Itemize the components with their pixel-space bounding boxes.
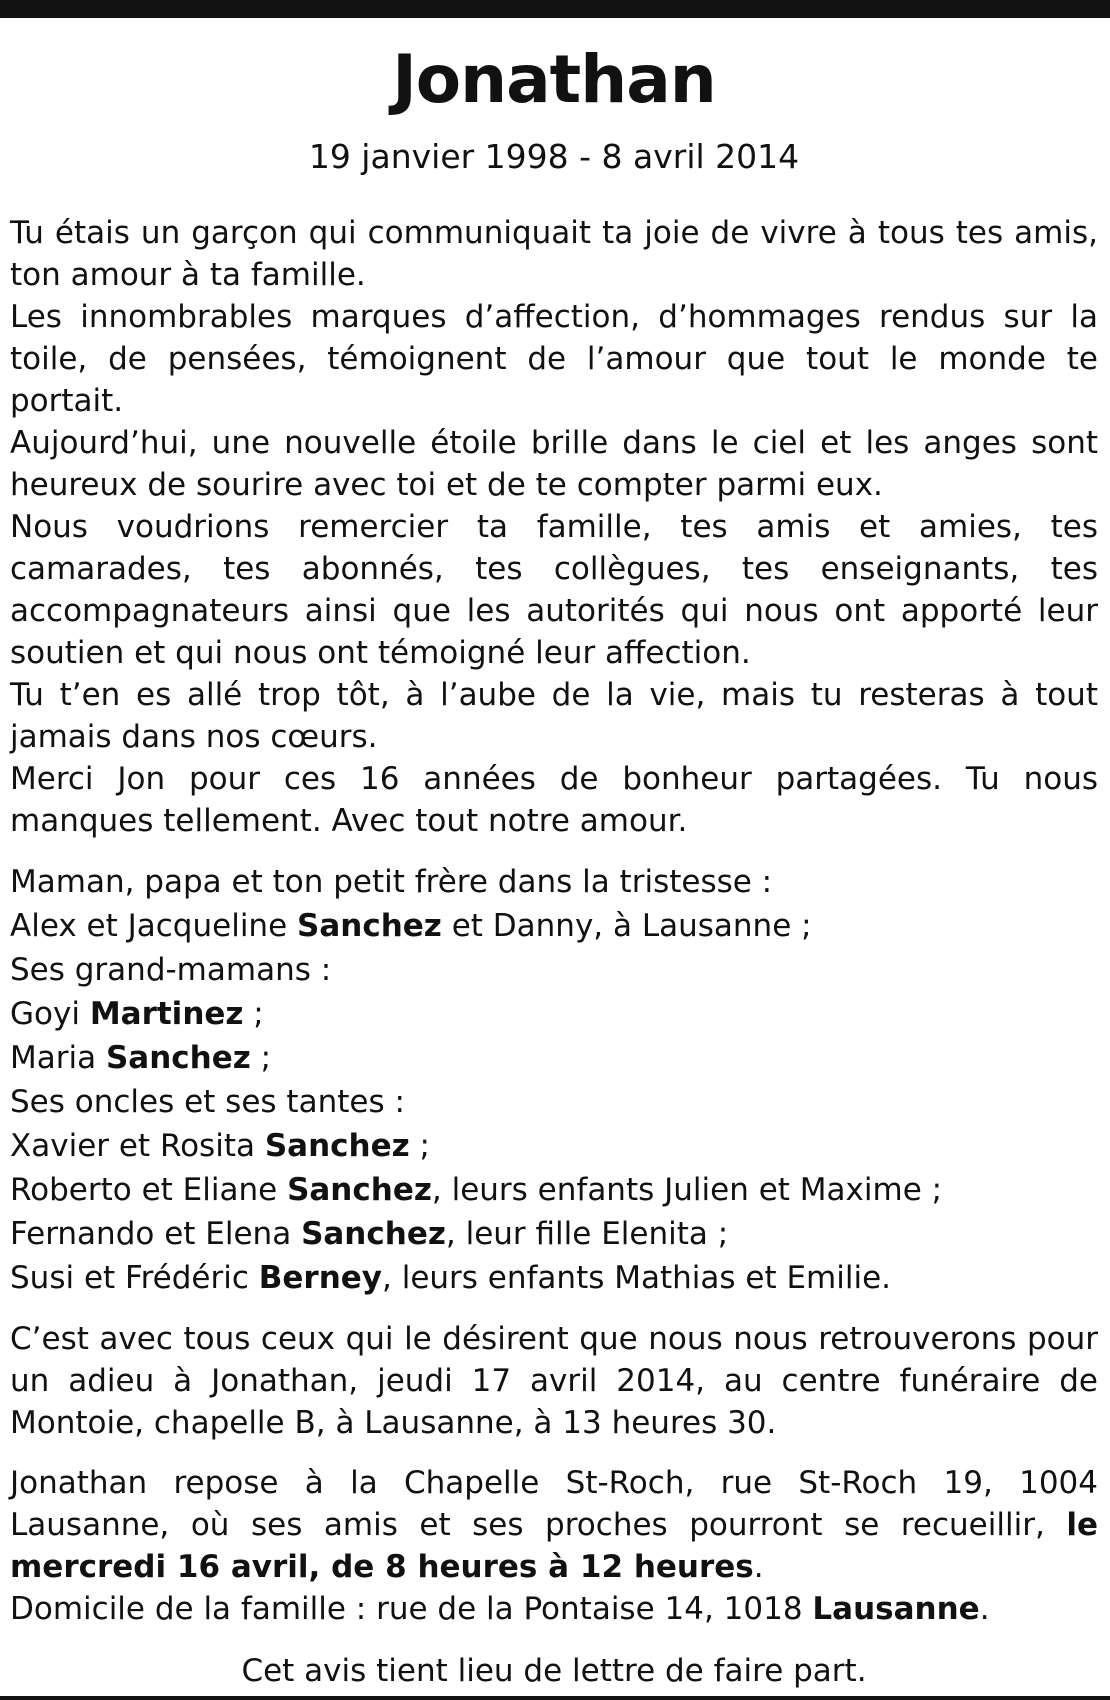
deceased-name: Jonathan — [392, 41, 716, 118]
family-line: Maman, papa et ton petit frère dans la tristesse : — [10, 864, 773, 900]
family-line: Maria Sanchez ; — [10, 1040, 272, 1076]
family-line: Fernando et Elena Sanchez, leur fille Elenita ; — [10, 1216, 729, 1252]
tribute-line: Les innombrables marques d’affection, d’hommages rendus sur la toile, de pensées, témoignent de l’amour que tout le monde te portait. — [10, 299, 1098, 419]
family-line: Goyi Martinez ; — [10, 996, 264, 1032]
life-dates: 19 janvier 1998 - 8 avril 2014 — [308, 137, 800, 176]
visitation-paragraph: Jonathan repose à la Chapelle St-Roch, rue St-Roch 19, 1004 Lausanne, où ses amis et ses proches pourront se recueillir, le mercredi 16 avril, de 8 heures à 12 heures. Domicile de la famille : rue de la Pontaise 14, 1018 Lausanne. — [10, 1465, 1098, 1627]
tribute-line: Tu étais un garçon qui communiquait ta joie de vivre à tous tes amis, ton amour à ta famille. — [10, 215, 1098, 293]
domicile-text: Domicile de la famille : rue de la Pontaise 14, 1018 — [10, 1591, 813, 1627]
family-line: Ses grand-mamans : — [10, 952, 332, 988]
bottom-rule — [0, 1696, 1110, 1700]
visitation-time: le mercredi 16 avril, de 8 heures à 12 heures — [10, 1507, 1098, 1585]
family-list — [10, 860, 1098, 1300]
tribute-line: Aujourd’hui, une nouvelle étoile brille dans le ciel et les anges sont heureux de sourire avec toi et de te compter parmi eux. — [10, 425, 1098, 503]
family-line: Xavier et Rosita Sanchez ; — [10, 1128, 430, 1164]
family-line: Alex et Jacqueline Sanchez et Danny, à Lausanne ; — [10, 908, 812, 944]
family-line: Roberto et Eliane Sanchez, leurs enfants Julien et Maxime ; — [10, 1172, 943, 1208]
tribute-text — [10, 212, 1098, 842]
tribute-line: Nous voudrions remercier ta famille, tes amis et amies, tes camarades, tes abonnés, tes collègues, tes enseignants, tes accompagnateurs ainsi que les autorités qui nous ont apporté leur soutien et qui nous ont témoigné leur affection. — [10, 509, 1098, 671]
tribute-line: Merci Jon pour ces 16 années de bonheur partagées. Tu nous manques tellement. Avec tout notre amour. — [10, 761, 1098, 839]
domicile-city: Lausanne — [812, 1591, 980, 1627]
closing-note: Cet avis tient lieu de lettre de faire part. — [241, 1653, 867, 1689]
ceremony-paragraph: C’est avec tous ceux qui le désirent que nous nous retrouverons pour un adieu à Jonathan, jeudi 17 avril 2014, au centre funéraire de Montoie, chapelle B, à Lausanne, à 13 heures 30. — [10, 1321, 1098, 1441]
tribute-line: Tu t’en es allé trop tôt, à l’aube de la vie, mais tu resteras à tout jamais dans nos cœurs. — [10, 677, 1098, 755]
top-rule — [0, 0, 1110, 18]
death-notice — [10, 40, 1098, 1692]
family-line: Ses oncles et ses tantes : — [10, 1084, 405, 1120]
family-line: Susi et Frédéric Berney, leurs enfants Mathias et Emilie. — [10, 1260, 892, 1296]
